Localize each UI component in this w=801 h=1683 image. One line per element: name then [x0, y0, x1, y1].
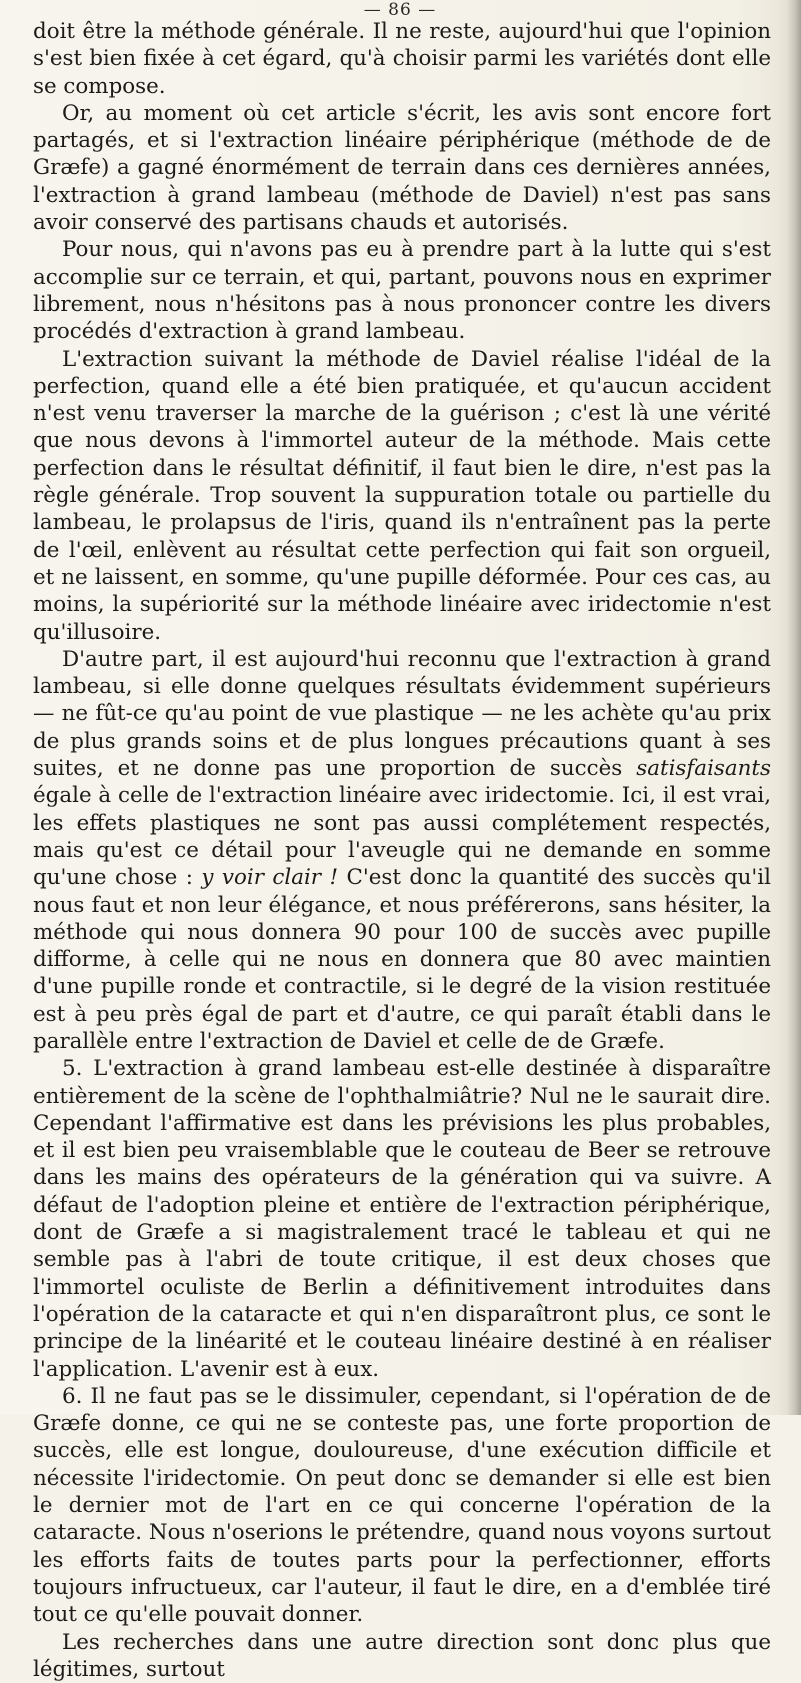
body-text: [33, 18, 771, 1683]
paragraph-section-5: 5. L'extraction à grand lambeau est-elle destinée à disparaître entièrement de la scène de l'ophthalmiâtrie? Nul ne le saurait dire. Cependant l'affirmative est dans les prévisions les plus probables, et il est bien peu vraisemblable que le couteau de Beer se retrouve dans les mains des opérateurs de la génération qui va suivre. A défaut de l'adoption pleine et entière de l'extraction périphérique, dont de Græfe a si magistralement tracé le tableau et qui ne semble pas à l'abri de toute critique, il est deux choses que l'immortel oculiste de Berlin a définitivement introduites dans l'opération de la cataracte et qui n'en disparaîtront plus, ce sont le principe de la linéarité et le couteau linéaire destiné à en réaliser l'application. L'avenir est à eux.: [33, 1056, 771, 1382]
comparison-text-2: égale à celle de l'extraction linéaire avec iridectomie. Ici, il est vrai, les effets plastiques ne sont pas aussi complétement respectés, mais qu'est ce détail pour l'aveugle qui ne demande en somme qu'une chose :: [33, 783, 771, 891]
paragraph-daviel-method: L'extraction suivant la méthode de Daviel réalise l'idéal de la perfection, quand elle a été bien pratiquée, et qu'aucun accident n'est venu traverser la marche de la guérison ; c'est là une vérité que nous devons à l'immortel auteur de la méthode. Mais cette perfection dans le résultat définitif, il faut bien le dire, n'est pas la règle générale. Trop souvent la suppuration totale ou partielle du lambeau, le prolapsus de l'iris, quand ils n'entraînent pas la perte de l'œil, enlèvent au résultat cette perfection qui fait son orgueil, et ne laissent, en somme, qu'une pupille déformée. Pour ces cas, au moins, la supériorité sur la méthode linéaire avec iridectomie n'est qu'illusoire.: [33, 346, 771, 645]
comparison-text-1: D'autre part, il est aujourd'hui reconnu que l'extraction à grand lambeau, si elle donne quelques résultats évidemment supérieurs — ne fût-ce qu'au point de vue plastique — ne les achète qu'au prix de plus grands soins et de plus longues précautions quant à ses suites, et ne donne pas une proportion de succès: [33, 646, 771, 782]
paragraph-comparison: [33, 646, 771, 1055]
paragraph-continuation: doit être la méthode générale. Il ne reste, aujourd'hui que l'opinion s'est bien fixée à cet égard, qu'à choisir parmi les variétés dont elle se compose.: [33, 19, 771, 99]
emphasis-satisfaisants: satisfaisants: [636, 756, 771, 782]
page-number: — 86 —: [363, 0, 437, 20]
paragraph-section-6: 6. Il ne faut pas se le dissimuler, cependant, si l'opération de de Græfe donne, ce qui ne se conteste pas, une forte proportion de succès, elle est longue, douloureuse, d'une exécution difficile et nécessite l'iridectomie. On peut donc se demander si elle est bien le dernier mot de l'art en ce qui concerne l'opération de la cataracte. Nous n'oserions le prétendre, quand nous voyons surtout les efforts faits de toutes parts pour la perfectionner, efforts toujours infructueux, car l'auteur, il faut le dire, en a d'emblée tiré tout ce qu'elle pouvait donner.: [33, 1383, 771, 1628]
page-edge-shadow: [787, 0, 801, 1415]
emphasis-y-voir-clair: y voir clair !: [201, 865, 339, 891]
comparison-text-3: C'est donc la quantité des succès qu'il nous faut et non leur élégance, et nous préférerons, sans hésiter, la méthode qui nous donnera 90 pour 100 de succès avec pupille difforme, à celle qui ne nous en donnera que 80 avec maintien d'une pupille ronde et contractile, si le degré de la vision restituée est à peu près égal de part et d'autre, ce qui paraît établi dans le parallèle entre l'extraction de Daviel et celle de de Græfe.: [33, 865, 771, 1054]
paragraph-opinions: Or, au moment où cet article s'écrit, les avis sont encore fort partagés, et si l'extraction linéaire périphérique (méthode de de Græfe) a gagné énormément de terrain dans ces dernières années, l'extraction à grand lambeau (méthode de Daviel) n'est pas sans avoir conservé des partisans chauds et autorisés.: [33, 100, 771, 236]
paragraph-final: Les recherches dans une autre direction sont donc plus que légitimes, surtout: [33, 1629, 771, 1682]
paragraph-position: Pour nous, qui n'avons pas eu à prendre part à la lutte qui s'est accomplie sur ce terrain, et qui, partant, pouvons nous en exprimer librement, nous n'hésitons pas à nous prononcer contre les divers procédés d'extraction à grand lambeau.: [33, 237, 771, 345]
